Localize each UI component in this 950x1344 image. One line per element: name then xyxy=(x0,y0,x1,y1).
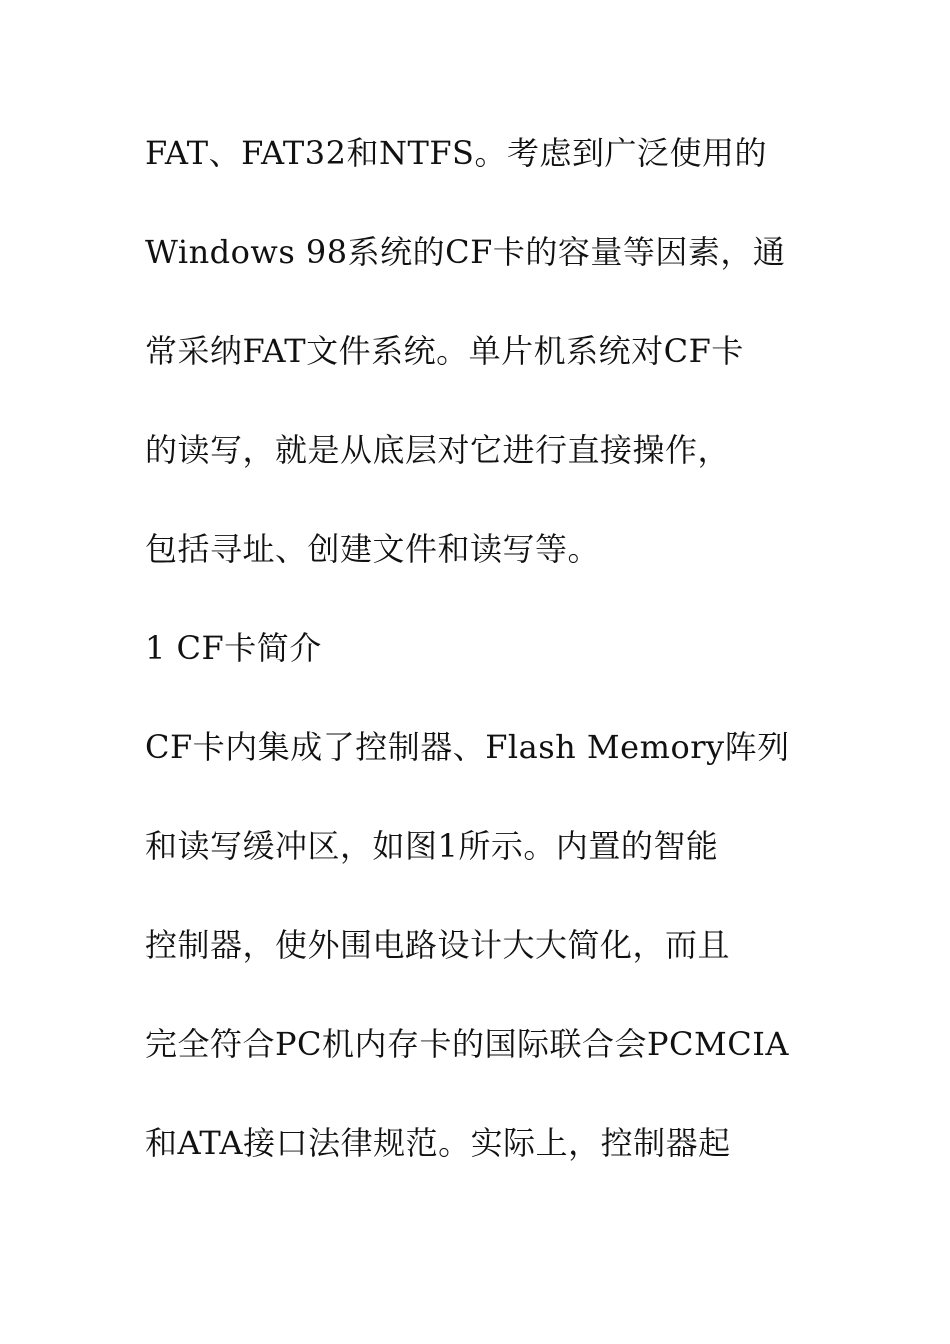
text-line: 和读写缓冲区，如图1所示。内置的智能 xyxy=(145,827,719,865)
text-line: FAT、FAT32和NTFS。考虑到广泛使用的 xyxy=(145,134,767,172)
text-line: 的读写，就是从底层对它进行直接操作， xyxy=(145,431,731,469)
text-line: 和ATA接口法律规范。实际上，控制器起 xyxy=(145,1124,731,1162)
text-line: CF卡内集成了控制器、Flash Memory阵列 xyxy=(145,728,790,766)
text-line: 完全符合PC机内存卡的国际联合会PCMCIA xyxy=(145,1025,790,1063)
body-text xyxy=(145,123,815,1212)
section-heading: 1 CF卡简介 xyxy=(145,629,322,667)
text-line: 常采纳FAT文件系统。单片机系统对CF卡 xyxy=(145,332,744,370)
text-line: Windows 98系统的CF卡的容量等因素，通 xyxy=(145,233,786,271)
text-line: 控制器，使外围电路设计大大简化，而且 xyxy=(145,926,731,964)
text-line: 包括寻址、创建文件和读写等。 xyxy=(145,530,601,568)
